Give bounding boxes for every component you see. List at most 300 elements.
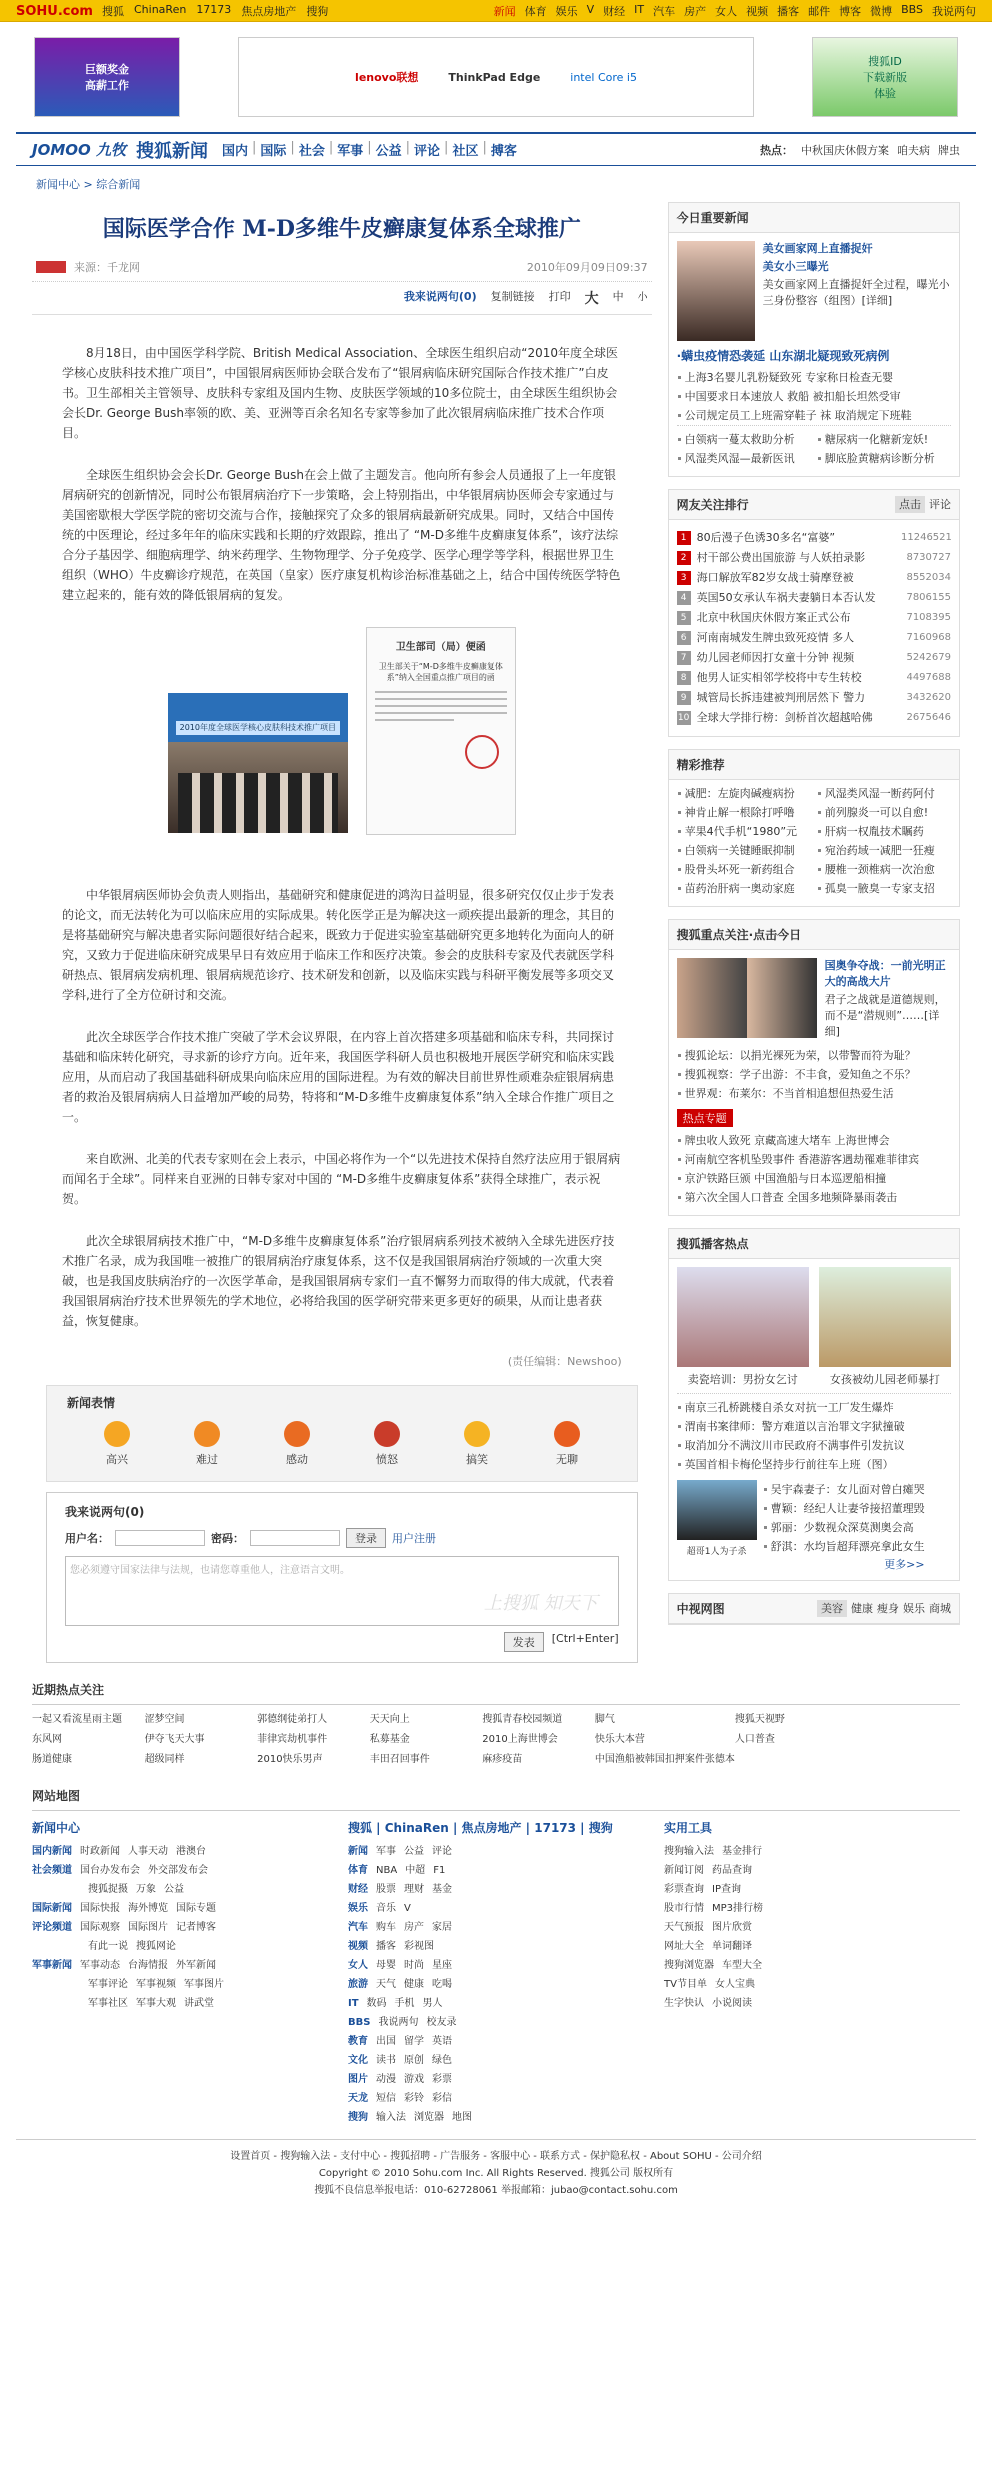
rank-title-text[interactable]: 80后漫子色诱30多名“富婆”: [696, 531, 836, 544]
blog-photo-caption: 女孩被幼儿园老师暴打: [829, 1373, 940, 1386]
top-link[interactable]: 17173: [196, 3, 232, 16]
pick-item[interactable]: 股骨头坏死一新药组合: [677, 860, 811, 879]
top-nav-item[interactable]: V: [586, 3, 595, 16]
sitemap-link[interactable]: 国际快报: [80, 1903, 120, 1914]
document-title: 卫生部司（局）便函: [395, 642, 486, 653]
media-list-item[interactable]: 舒淇：水均旨超拜漂亮拿此女生: [763, 1537, 925, 1556]
today-headline[interactable]: ·螨虫疫情恐袭延 山东湖北疑现致死病例: [676, 349, 890, 363]
pick-item[interactable]: 腰椎一颈椎病一次治愈: [817, 860, 951, 879]
blog-photos: [677, 1267, 951, 1387]
sitemap-link[interactable]: 输入法: [376, 2112, 406, 2123]
sitemap-link[interactable]: 原创: [404, 2055, 424, 2066]
sitemap-link[interactable]: 游戏: [404, 2074, 424, 2085]
blog-list-item[interactable]: 南京三孔桥跳楼自杀女对抗一工厂发生爆炸: [677, 1398, 951, 1417]
hot-topic-item[interactable]: 河南航空客机坠毁事件 香港游客遇劫罹难菲律宾: [677, 1150, 951, 1169]
rank-title-text[interactable]: 幼儿园老师因打女童十分钟 视频: [696, 651, 855, 664]
today-grid-item[interactable]: 风湿类风湿—最新医讯: [677, 449, 811, 468]
sitemap-link[interactable]: 军事新闻: [32, 1960, 72, 1971]
cctv-box: [668, 1593, 960, 1625]
blog-photo-item[interactable]: [819, 1267, 951, 1387]
channel-nav-item[interactable]: 评论: [414, 144, 441, 159]
sitemap-link[interactable]: 浏览器: [414, 2112, 444, 2123]
comment-textarea[interactable]: [65, 1556, 619, 1626]
rank-title-text[interactable]: 城管局长拆违建被判刑居然下 警力: [696, 691, 866, 704]
sitemap-link[interactable]: 中超: [405, 1865, 426, 1876]
sitemap-link[interactable]: 国际观察: [80, 1922, 120, 1933]
article-paragraph: 此次全球医学合作技术推广突破了学术会议界限，在内容上首次搭建多项基础和临床专科，共同探讨基础和临床转化研究，寻求新的诊疗方向。近年来，我国医学科研人员也积极地开展医学研究和临床实践应用，从而启动了我国基础科研成果向临床应用的国际进程。为有效的解决目前世界性顽难杂症银屑病患者的救治及银屑病病人日益增加严峻的局势，特将和“M-D多维牛皮癣康复体系”纳入全球合作推广项目之一。: [62, 1030, 615, 1124]
sitemap-link[interactable]: 搜狗: [348, 2112, 368, 2123]
angry-face-icon: [374, 1421, 400, 1447]
submit-button[interactable]: 发表: [504, 1632, 544, 1652]
recent-hot-item[interactable]: 2010上海世博会: [482, 1734, 558, 1745]
sitemap-link[interactable]: 家居: [432, 1922, 452, 1933]
sitemap-column-head[interactable]: 实用工具: [664, 1821, 713, 1835]
mood-label: 无聊: [556, 1453, 578, 1466]
sitemap-link[interactable]: 音乐: [376, 1903, 396, 1914]
pick-item[interactable]: 孤臭一腋臭一专家支招: [817, 879, 951, 898]
mood-panel: [46, 1385, 638, 1482]
recent-hot-item[interactable]: 伊夺飞天大事: [144, 1734, 205, 1745]
sitemap-link[interactable]: 女人宝典: [714, 1979, 755, 1990]
font-small-button[interactable]: 小: [637, 292, 648, 303]
focus-photo: [677, 958, 817, 1038]
top-nav-item[interactable]: 汽车: [653, 5, 676, 18]
sitemap-link[interactable]: 公益: [164, 1884, 184, 1895]
today-grid-item[interactable]: 脚底脸黄糖病诊断分析: [817, 449, 951, 468]
rank-row[interactable]: [677, 708, 951, 728]
hot-topic-item[interactable]: 第六次全国人口普查 全国多地频降暴雨袭击: [677, 1188, 951, 1207]
top-nav-item[interactable]: 博客: [839, 5, 862, 18]
blog-photo-caption: 卖瓷培训：男扮女乞讨: [687, 1373, 798, 1386]
ad-banner-center[interactable]: [238, 37, 754, 117]
sitemap-link[interactable]: 天气预报: [664, 1922, 704, 1933]
sitemap-link[interactable]: 基金: [432, 1884, 452, 1895]
focus-list-item[interactable]: 搜狐视察：学子出游：不丰食，爱知鱼之不乐？: [677, 1065, 951, 1084]
pick-item[interactable]: 宛治药域一减肥一狂瘦: [817, 841, 951, 860]
recent-hot-item[interactable]: 脚气: [594, 1714, 615, 1725]
sitemap-link[interactable]: 国际新闻: [32, 1903, 72, 1914]
top-bar: [0, 0, 992, 22]
copyright: Copyright © 2010 Sohu.com Inc. All Rights Reserved. 搜狐公司 版权所有: [318, 2168, 674, 2179]
sitemap-link[interactable]: 彩票: [432, 2074, 452, 2085]
sitemap-link[interactable]: 动漫: [376, 2074, 396, 2085]
tab-clicks[interactable]: 点击: [895, 496, 925, 513]
recent-hot-item[interactable]: 肠道健康: [32, 1754, 72, 1765]
sitemap-link[interactable]: 星座: [432, 1960, 452, 1971]
sitemap-column-head[interactable]: 搜狐 | ChinaRen | 焦点房地产 | 17173 | 搜狗: [348, 1821, 613, 1835]
font-medium-button[interactable]: 中: [612, 290, 624, 303]
sitemap-link[interactable]: 搜狐网论: [136, 1941, 176, 1952]
top-nav-item[interactable]: 体育: [524, 5, 547, 18]
sitemap-link[interactable]: 男人: [422, 1998, 443, 2009]
mood-bored[interactable]: [537, 1421, 597, 1467]
blog-list-item[interactable]: 英国首相卡梅伦坚持步行前往车上班（图）: [677, 1455, 951, 1474]
sitemap-link[interactable]: 图片欣赏: [712, 1922, 752, 1933]
register-link[interactable]: 用户注册: [392, 1532, 436, 1545]
article-editor: (责任编辑：Newshoo): [507, 1355, 622, 1368]
rank-title-text[interactable]: 河南南城发生牌虫致死疫情 多人: [696, 631, 855, 644]
top-nav-item[interactable]: 女人: [715, 5, 738, 18]
sitemap-link[interactable]: BBS: [348, 2017, 371, 2028]
rank-row[interactable]: [677, 528, 951, 548]
sitemap-link[interactable]: 搜狐捉摄: [88, 1884, 128, 1895]
rank-row[interactable]: [677, 648, 951, 668]
sitemap-link[interactable]: NBA: [376, 1865, 398, 1876]
top-link[interactable]: 搜狗: [306, 5, 329, 18]
document-subtitle: 卫生部关于“M-D多维牛皮癣康复体系”纳入全国重点推广项目的函: [378, 662, 503, 682]
document-line: [375, 691, 507, 693]
top-nav-item[interactable]: 我说两句: [932, 5, 976, 18]
sitemap-link[interactable]: 车型大全: [722, 1960, 762, 1971]
sitemap-link[interactable]: MP3排行榜: [712, 1903, 764, 1914]
today-list-item[interactable]: 上海3名婴儿乳粉疑致死 专家称日检查无婴: [677, 368, 951, 387]
top-nav-item[interactable]: 房产: [684, 5, 707, 18]
report-info: 搜狐不良信息举报电话：010-62728061 举报邮箱：jubao@contact.sohu.com: [314, 2185, 678, 2196]
sitemap-link[interactable]: 搜狗输入法: [664, 1846, 714, 1857]
rank-title-text[interactable]: 他男人证实相邻学校将中专生转校: [696, 671, 862, 684]
channel-nav-item[interactable]: 搏客: [490, 144, 517, 159]
channel-nav-item[interactable]: 社会: [298, 144, 325, 159]
sitemap-link[interactable]: 天龙: [348, 2093, 368, 2104]
hot-topic-link[interactable]: 咱夫病: [897, 143, 930, 157]
top-nav-item[interactable]: 微博: [870, 5, 893, 18]
sitemap-link[interactable]: 搜狗浏览器: [664, 1960, 714, 1971]
today-list-item[interactable]: 公司规定员工上班需穿鞋子 袜 取消规定下班鞋: [677, 406, 951, 425]
rank-title-text[interactable]: 海口解放军82岁女战士骑摩登被: [696, 571, 854, 584]
today-grid-item[interactable]: 白领病一蔓太救助分析: [677, 430, 811, 449]
sitemap-column-head[interactable]: 新闻中心: [32, 1821, 81, 1835]
sitemap-link[interactable]: 港澳台: [176, 1846, 206, 1857]
sitemap-link[interactable]: 地图: [452, 2112, 472, 2123]
sitemap-link[interactable]: 药品查询: [712, 1865, 752, 1876]
sitemap-link[interactable]: 外交部发布会: [148, 1865, 208, 1876]
pick-item[interactable]: 风湿类风湿一断药阿付: [817, 784, 951, 803]
top-nav-item[interactable]: 财经: [603, 5, 626, 18]
pick-item[interactable]: 苹果4代手机“1980”元: [677, 822, 811, 841]
sitemap-link[interactable]: 绿色: [432, 2055, 452, 2066]
top-nav-item[interactable]: 娱乐: [555, 5, 578, 18]
sponsor-logo[interactable]: JOMOO 九牧: [32, 141, 126, 159]
channel-nav-item[interactable]: 社区: [452, 144, 479, 159]
feature-photo: [677, 241, 755, 341]
sitemap-link[interactable]: 英语: [432, 2036, 452, 2047]
recent-hot-item[interactable]: 天天向上: [369, 1714, 410, 1725]
sitemap-link[interactable]: 时尚: [404, 1960, 424, 1971]
top-nav-item[interactable]: BBS: [901, 3, 923, 16]
rank-row[interactable]: [677, 628, 951, 648]
article-source: 来源：千龙网: [74, 261, 140, 274]
sitemap-link[interactable]: 军事动态: [80, 1960, 120, 1971]
top-nav-item[interactable]: 播客: [777, 5, 800, 18]
sitemap-link[interactable]: 彩视图: [404, 1941, 434, 1952]
sitemap-link[interactable]: IP查询: [712, 1884, 741, 1895]
comment-count-link[interactable]: 我来说两句(0): [403, 290, 477, 303]
ad-text: 体验: [874, 87, 896, 100]
pick-item[interactable]: 神肯止解一根除打呼噜: [677, 803, 811, 822]
hot-topic-item[interactable]: 牌虫收人致死 京藏高速大堵车 上海世博会: [677, 1131, 951, 1150]
sitemap-link[interactable]: IT: [348, 1998, 359, 2009]
rank-row[interactable]: [677, 668, 951, 688]
media-list-item[interactable]: 吴宇森妻子：女儿面对曾白瘫哭: [763, 1480, 925, 1499]
sitemap-section: [16, 1779, 976, 2127]
mood-angry[interactable]: [357, 1421, 417, 1467]
recent-hot-item[interactable]: 搜狐天视野: [734, 1714, 785, 1725]
recent-hot-item: [847, 1751, 960, 1769]
sohu-logo[interactable]: SOHU.com: [16, 3, 93, 19]
sitemap-link[interactable]: 讲武堂: [184, 1998, 214, 2009]
copy-link-button[interactable]: 复制链接: [490, 290, 535, 303]
sitemap-link[interactable]: 外军新闻: [176, 1960, 216, 1971]
recent-hot-item[interactable]: 菲律宾劫机事件: [257, 1734, 328, 1745]
breadcrumb: [16, 166, 976, 202]
sitemap-link[interactable]: 播客: [376, 1941, 396, 1952]
pick-item[interactable]: 肝病一权胤技术瞩药: [817, 822, 951, 841]
sitemap-link[interactable]: 新闻订阅: [664, 1865, 704, 1876]
media-thumb-item[interactable]: [677, 1480, 757, 1572]
top-link[interactable]: 焦点房地产: [241, 5, 297, 18]
rank-title-text[interactable]: 英国50女承认车祸夫妻躺日本否认发: [696, 591, 876, 604]
recent-hot-item[interactable]: 东风网: [32, 1734, 62, 1745]
top-nav-item[interactable]: 视频: [746, 5, 769, 18]
sitemap-link[interactable]: 购车: [376, 1922, 396, 1933]
sitemap-link[interactable]: 军事图片: [184, 1979, 224, 1990]
sitemap-link[interactable]: 留学: [404, 2036, 424, 2047]
sitemap-link[interactable]: 生字快认: [664, 1998, 704, 2009]
sitemap-link[interactable]: 彩票查询: [664, 1884, 704, 1895]
sitemap-row: [348, 1842, 644, 1861]
recent-hot-item[interactable]: 涩梦空间: [144, 1714, 185, 1725]
sitemap-link[interactable]: 视频: [348, 1941, 368, 1952]
sitemap-link[interactable]: 图片: [348, 2074, 368, 2085]
mood-sad[interactable]: [177, 1421, 237, 1467]
focus-feature[interactable]: [677, 958, 951, 1040]
sitemap-link[interactable]: 汽车: [348, 1922, 368, 1933]
sitemap-link[interactable]: 健康: [404, 1979, 424, 1990]
top-link[interactable]: ChinaRen: [134, 3, 187, 16]
cctv-tab[interactable]: 娱乐: [903, 1602, 925, 1615]
ad-banner-left[interactable]: [34, 37, 180, 117]
mood-happy[interactable]: [87, 1421, 147, 1467]
recent-hot-item[interactable]: 超级同样: [144, 1754, 185, 1765]
sitemap-link[interactable]: 海外博览: [128, 1903, 168, 1914]
sitemap-link[interactable]: 国际专题: [176, 1903, 216, 1914]
sitemap-link[interactable]: 国内新闻: [32, 1846, 72, 1857]
sitemap-link[interactable]: V: [404, 1903, 411, 1914]
recent-hot-item[interactable]: 搜狐青春校园频道: [482, 1714, 563, 1725]
sitemap-link[interactable]: 军事视频: [136, 1979, 176, 1990]
blog-list-item[interactable]: 渭南书案律师：警方难道以言治罪文字狱撞破: [677, 1417, 951, 1436]
login-button[interactable]: 登录: [346, 1528, 386, 1548]
sitemap-link[interactable]: 记者博客: [176, 1922, 216, 1933]
top-link[interactable]: 搜狐: [102, 5, 124, 18]
tab-comments[interactable]: 评论: [929, 498, 951, 511]
pick-item[interactable]: 白领病一关键睡眠抑制: [677, 841, 811, 860]
footer-links[interactable]: 设置首页 - 搜狗输入法 - 支付中心 - 搜狐招聘 - 广告服务 - 客服中心 - 联系方式 - 保护隐私权 - About SOHU - 公司介绍: [230, 2151, 762, 2162]
blog-photo-item[interactable]: [677, 1267, 809, 1387]
sitemap-link[interactable]: 教育: [348, 2036, 368, 2047]
rank-row[interactable]: [677, 688, 951, 708]
more-link[interactable]: 更多>>: [884, 1558, 925, 1571]
channel-nav-item[interactable]: 公益: [375, 144, 402, 159]
sitemap-link[interactable]: 国际图片: [128, 1922, 168, 1933]
recent-hot-item[interactable]: 中国渔船被韩国扣押案件张德本: [594, 1754, 735, 1765]
today-feature[interactable]: [677, 241, 951, 341]
font-large-button[interactable]: 大: [584, 291, 599, 307]
sitemap-row: [32, 1994, 328, 2013]
cctv-tab[interactable]: 商城: [929, 1602, 951, 1615]
sitemap-link[interactable]: 网址大全: [664, 1941, 704, 1952]
sitemap-link[interactable]: TV节目单: [664, 1979, 707, 1990]
happy-face-icon: [104, 1421, 130, 1447]
sitemap-link[interactable]: 基金排行: [722, 1846, 762, 1857]
recent-hot-item[interactable]: 2010快乐男声: [257, 1754, 323, 1765]
picks-grid: [669, 780, 959, 906]
sitemap-link[interactable]: 数码: [366, 1998, 387, 2009]
sitemap-link[interactable]: 彩铃: [404, 2093, 424, 2104]
today-list-item[interactable]: 中国要求日本速放人 救船 被扣船长坦然受审: [677, 387, 951, 406]
sitemap-link[interactable]: 手机: [394, 1998, 415, 2009]
sitemap-link[interactable]: 文化: [348, 2055, 368, 2066]
sitemap-link[interactable]: 万象: [136, 1884, 156, 1895]
sitemap-link[interactable]: 出国: [376, 2036, 396, 2047]
top-nav-item[interactable]: 新闻: [493, 5, 516, 18]
pick-item[interactable]: 苗药治肝病一奥动家庭: [677, 879, 811, 898]
sitemap-row: [348, 1937, 644, 1956]
sitemap-link[interactable]: 我说两句: [378, 2017, 419, 2028]
recent-hot-item[interactable]: 私募基金: [369, 1734, 410, 1745]
pick-item[interactable]: 前列腺炎一可以自愈!: [817, 803, 951, 822]
submit-row: [65, 1632, 619, 1652]
rank-row[interactable]: [677, 568, 951, 588]
sitemap-link[interactable]: 母婴: [376, 1960, 396, 1971]
recent-hot-item[interactable]: 快乐大本营: [594, 1734, 645, 1745]
sitemap-link[interactable]: 短信: [376, 2093, 396, 2104]
top-nav-item[interactable]: 邮件: [808, 5, 831, 18]
sitemap-link[interactable]: 单词翻译: [712, 1941, 752, 1952]
sitemap-link[interactable]: 小说阅读: [712, 1998, 752, 2009]
sitemap-link[interactable]: 吃喝: [432, 1979, 452, 1990]
password-input[interactable]: [250, 1530, 340, 1546]
sitemap-link[interactable]: 社会频道: [32, 1865, 72, 1876]
rank-row[interactable]: [677, 548, 951, 568]
feature-text: 美女画家网上直播捉奸全过程，曝光小三身份整容（组图）[详细]: [762, 278, 950, 307]
sitemap-link[interactable]: 股票: [376, 1884, 396, 1895]
sitemap-link[interactable]: 国台办发布会: [80, 1865, 140, 1876]
top-nav-item[interactable]: IT: [634, 3, 645, 16]
sitemap-column: [348, 1819, 644, 2127]
focus-list-item[interactable]: 世界观：布莱尔：不当首相追想但热爱生活: [677, 1084, 951, 1103]
channel-nav-item[interactable]: 国际: [260, 144, 287, 159]
channel-nav-item[interactable]: 国内: [222, 144, 249, 159]
sitemap-link[interactable]: 体育: [348, 1865, 368, 1876]
pick-item[interactable]: 减肥：左旋肉碱瘦病扮: [677, 784, 811, 803]
media-list-item[interactable]: 郭丽：少数视众深莫测奥会高: [763, 1518, 925, 1537]
today-grid-item[interactable]: 糖尿病一化糖新宠妖!: [817, 430, 951, 449]
focus-list-item[interactable]: 搜狐论坛：以捐光裸死为荣，以带警而符为耻？: [677, 1046, 951, 1065]
sitemap-link[interactable]: 有此一说: [88, 1941, 128, 1952]
sitemap-link[interactable]: 校友录: [426, 2017, 457, 2028]
sitemap-link[interactable]: 评论: [432, 1846, 452, 1857]
ad-banner-row: [16, 22, 976, 132]
picks-box: [668, 749, 960, 907]
recent-hot-item[interactable]: 人口普查: [734, 1734, 775, 1745]
breadcrumb-link[interactable]: 综合新闻: [96, 178, 141, 191]
comment-placeholder: 您必须遵守国家法律与法规，也请您尊重他人，注意语言文明。: [70, 1565, 350, 1576]
sitemap-row: [348, 1918, 644, 1937]
article-time: 2010年09月09日09:37: [526, 261, 648, 274]
sitemap-link[interactable]: 军事评论: [88, 1979, 128, 1990]
sitemap-link[interactable]: 娱乐: [348, 1903, 368, 1914]
rank-title-text[interactable]: 村干部公费出国旅游 与人妖拍录影: [696, 551, 866, 564]
sitemap-link[interactable]: 理财: [404, 1884, 424, 1895]
sitemap-link[interactable]: 股市行情: [664, 1903, 704, 1914]
channel-nav-item[interactable]: 军事: [337, 144, 364, 159]
mood-label: 搞笑: [466, 1453, 488, 1466]
sitemap-link[interactable]: 军事: [376, 1846, 396, 1857]
rank-title-text[interactable]: 北京中秋国庆休假方案正式公布: [696, 611, 851, 624]
sitemap-link[interactable]: 人事天动: [128, 1846, 168, 1857]
sitemap-link[interactable]: 天气: [376, 1979, 396, 1990]
blog-list-item[interactable]: 取消加分不满汶川市民政府不满事件引发抗议: [677, 1436, 951, 1455]
sitemap-link[interactable]: 女人: [348, 1960, 368, 1971]
sitemap-link[interactable]: 读书: [376, 2055, 396, 2066]
hot-topic-link[interactable]: 中秋国庆休假方案: [801, 143, 889, 157]
rank-count: 8552034: [906, 572, 951, 583]
rank-row[interactable]: [677, 588, 951, 608]
sitemap-link[interactable]: 财经: [348, 1884, 368, 1895]
sitemap-link[interactable]: 军事大观: [136, 1998, 176, 2009]
sitemap-link[interactable]: 时政新闻: [80, 1846, 120, 1857]
recent-hot-item[interactable]: 一起又看流星雨主题: [32, 1714, 122, 1725]
sitemap-link[interactable]: 新闻: [348, 1846, 368, 1857]
recent-hot-item[interactable]: 丰田召回事件: [369, 1754, 430, 1765]
focus-feature-title[interactable]: 国奥争夺战：一前光明正大的高战大片: [824, 959, 946, 988]
sitemap-link[interactable]: 彩信: [432, 2093, 452, 2104]
recent-hot-item[interactable]: 郭德纲徒弟打人: [257, 1714, 328, 1725]
rank-number: 9: [677, 691, 691, 705]
breadcrumb-link[interactable]: 新闻中心: [36, 178, 80, 191]
sitemap-link[interactable]: 房产: [404, 1922, 424, 1933]
feature-subtitle[interactable]: 美女小三曝光: [762, 260, 829, 273]
sitemap-link[interactable]: 旅游: [348, 1979, 368, 1990]
ad-text: 搜狐ID: [868, 55, 902, 68]
rank-row[interactable]: [677, 608, 951, 628]
sitemap-link[interactable]: 军事社区: [88, 1998, 128, 2009]
recent-hot-item[interactable]: 麻疹疫苗: [482, 1754, 523, 1765]
print-button[interactable]: 打印: [548, 290, 571, 303]
mood-funny[interactable]: [447, 1421, 507, 1467]
username-input[interactable]: [115, 1530, 205, 1546]
cctv-tab[interactable]: 瘦身: [877, 1602, 899, 1615]
sitemap-link[interactable]: 评论频道: [32, 1922, 72, 1933]
media-list-item[interactable]: 曹颖：经纪人让妻爷接招董理毁: [763, 1499, 925, 1518]
rank-title-text[interactable]: 全球大学排行榜：剑桥首次超越哈佛: [696, 711, 873, 724]
ad-banner-right[interactable]: [812, 37, 958, 117]
hot-topic-item[interactable]: 京沪铁路巨颁 中国渔船与日本巡逻船相撞: [677, 1169, 951, 1188]
cctv-tab[interactable]: 美容: [817, 1600, 847, 1617]
hot-topic-link[interactable]: 牌虫: [938, 143, 960, 157]
sitemap-row: [348, 1861, 644, 1880]
sitemap-link[interactable]: 公益: [404, 1846, 424, 1857]
cctv-tab[interactable]: 健康: [851, 1602, 873, 1615]
sitemap-link[interactable]: F1: [433, 1865, 446, 1876]
sitemap-link[interactable]: 台海情报: [128, 1960, 168, 1971]
rank-number: 10: [677, 713, 690, 723]
sitemap-row: [664, 1937, 960, 1956]
feature-title[interactable]: 美女画家网上直播捉奸: [762, 242, 873, 255]
mood-moved[interactable]: [267, 1421, 327, 1467]
channel-title[interactable]: 搜狐新闻: [136, 140, 208, 162]
